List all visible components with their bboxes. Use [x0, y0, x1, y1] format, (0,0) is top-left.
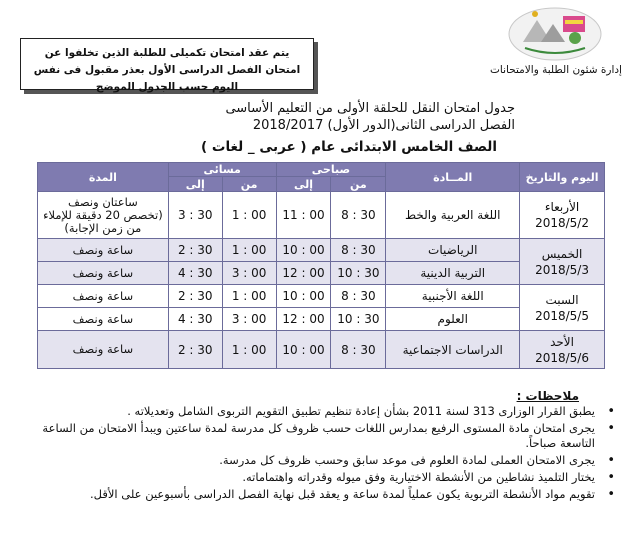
- evening-to-cell: 4 : 30: [168, 308, 222, 331]
- day-date-cell: [520, 331, 605, 369]
- morning-from-cell: 10 : 30: [331, 308, 386, 331]
- exam-schedule-table: [37, 162, 605, 369]
- notice-text: يتم عقد امتحان تكميلى للطلبة الذين تخلفوا عن امتحان الفصل الدراسى الأول بعذر مقبول فى نفس اليوم حسب الجدول الموضح: [33, 47, 301, 93]
- subject-cell: العلوم: [386, 308, 520, 331]
- list-item: • يطبق القرار الوزارى 313 لسنة 2011 بشأن إعادة تنظيم تطبيق التقويم التربوى الشامل وتعديلاته .: [17, 404, 601, 419]
- subject-cell: اللغة العربية والخط: [386, 192, 520, 239]
- table-row: [38, 331, 605, 369]
- duration-cell: ساعة ونصف: [38, 262, 169, 285]
- morning-to-cell: 12 : 00: [276, 308, 331, 331]
- evening-to-cell: 2 : 30: [168, 285, 222, 308]
- evening-to-cell: 2 : 30: [168, 239, 222, 262]
- table-row: [38, 239, 605, 262]
- day-name: الأحد: [550, 334, 574, 349]
- header-morning-from: من: [331, 177, 386, 192]
- list-item: • يختار التلميذ نشاطين من الأنشطة الاختيارية وفق ميوله وقدراته واهتماماته.: [17, 470, 601, 485]
- department-name: إدارة شئون الطلبة والامتحانات: [490, 64, 622, 76]
- morning-to-cell: 10 : 00: [276, 239, 331, 262]
- morning-to-cell: 11 : 00: [276, 192, 331, 239]
- header-duration: المدة: [38, 163, 169, 192]
- date: 2018/5/3: [535, 262, 589, 277]
- day-name: الأربعاء: [544, 200, 580, 214]
- day-name: الخميس: [541, 246, 583, 261]
- morning-from-cell: 8 : 30: [331, 239, 386, 262]
- notes-list: [17, 404, 617, 504]
- morning-from-cell: 8 : 30: [331, 285, 386, 308]
- subject-cell: اللغة الأجنبية: [386, 285, 520, 308]
- duration-cell: ساعة ونصف: [38, 331, 169, 369]
- day-date-cell: [520, 239, 605, 285]
- header-evening: مسائى: [168, 163, 276, 177]
- evening-from-cell: 1 : 00: [222, 331, 276, 369]
- morning-to-cell: 12 : 00: [276, 262, 331, 285]
- header-evening-to: إلى: [168, 177, 222, 192]
- subject-cell: الرياضيات: [386, 239, 520, 262]
- header-day-date: اليوم والتاريخ: [520, 163, 605, 192]
- notice-box: [20, 38, 314, 93]
- day-date-cell: [520, 285, 605, 331]
- date: 2018/5/6: [535, 350, 589, 365]
- title-line-1: جدول امتحان النقل للحلقة الأولى من التعليم الأساسى: [225, 101, 515, 116]
- evening-from-cell: 1 : 00: [222, 239, 276, 262]
- list-item: • يجرى الامتحان العملى لمادة العلوم فى موعد سابق وحسب ظروف كل مدرسة.: [17, 453, 601, 468]
- header-morning: صباحى: [276, 163, 386, 177]
- evening-to-cell: 3 : 30: [168, 192, 222, 239]
- morning-from-cell: 8 : 30: [331, 192, 386, 239]
- notes-title: ملاحظات :: [516, 389, 579, 403]
- day-date-cell: [520, 192, 605, 239]
- duration-cell: ساعة ونصف: [38, 285, 169, 308]
- duration-note: (تخصص 20 دقيقة للإملاء من زمن الإجابة): [43, 207, 163, 235]
- duration-cell: ساعة ونصف: [38, 239, 169, 262]
- title-line-2: الفصل الدراسى الثانى(الدور الأول) 2018/2017: [252, 118, 515, 133]
- list-item: • تقويم مواد الأنشطة التربوية يكون عملياً لمدة ساعة و يعقد قبل نهاية الفصل الدراسى بأسبوعين على الأقل.: [17, 487, 601, 502]
- evening-to-cell: 4 : 30: [168, 262, 222, 285]
- duration-cell: ساعة ونصف: [38, 308, 169, 331]
- header-morning-to: إلى: [276, 177, 331, 192]
- list-item: • يجرى امتحان مادة المستوى الرفيع بمدارس اللغات حسب ظروف كل مدرسة لمدة ساعتين ويبدأ الامتحان من الساعة التاسعة صباحاً.: [17, 421, 601, 451]
- day-name: السبت: [545, 292, 579, 307]
- evening-to-cell: 2 : 30: [168, 331, 222, 369]
- subject-cell: الدراسات الاجتماعية: [386, 331, 520, 369]
- evening-from-cell: 1 : 00: [222, 192, 276, 239]
- title-line-3: الصف الخامس الابتدائى عام ( عربى _ لغات ): [201, 139, 497, 155]
- date: 2018/5/2: [535, 216, 589, 230]
- evening-from-cell: 1 : 00: [222, 285, 276, 308]
- header-evening-from: من: [222, 177, 276, 192]
- date: 2018/5/5: [535, 308, 589, 323]
- evening-from-cell: 3 : 00: [222, 308, 276, 331]
- duration-cell: [38, 192, 169, 239]
- evening-from-cell: 3 : 00: [222, 262, 276, 285]
- table-row: [38, 285, 605, 308]
- duration-text: ساعتان ونصف: [68, 194, 138, 209]
- table-row: [38, 308, 605, 331]
- morning-from-cell: 8 : 30: [331, 331, 386, 369]
- subject-cell: التربية الدينية: [386, 262, 520, 285]
- logo-icon: [505, 2, 605, 62]
- header-subject: المــادة: [386, 163, 520, 192]
- morning-from-cell: 10 : 30: [331, 262, 386, 285]
- table-row: [38, 192, 605, 239]
- table-row: [38, 262, 605, 285]
- morning-to-cell: 10 : 00: [276, 331, 331, 369]
- morning-to-cell: 10 : 00: [276, 285, 331, 308]
